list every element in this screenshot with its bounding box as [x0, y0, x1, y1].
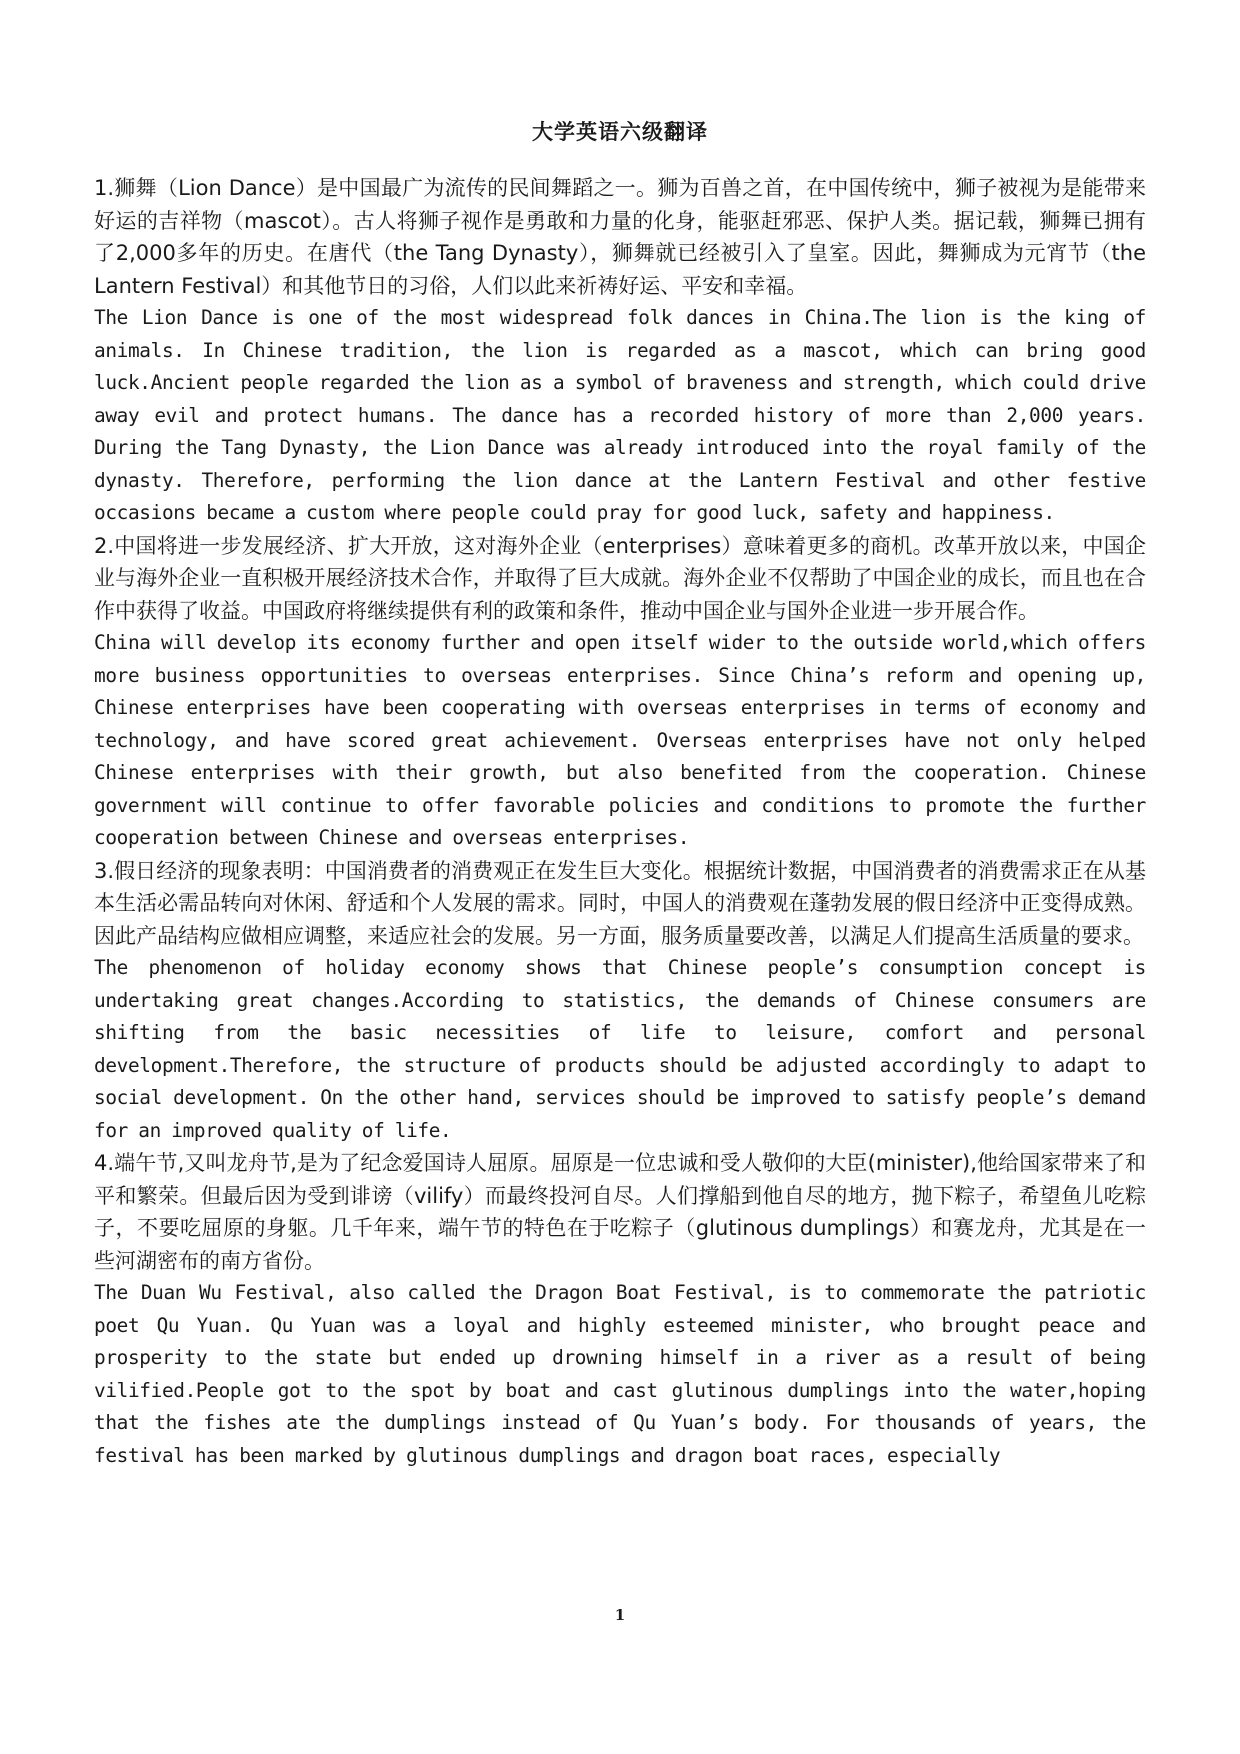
paragraph-4-chinese: 4.端午节,又叫龙舟节,是为了纪念爱国诗人屈原。屈原是一位忠诚和受人敬仰的大臣(minister),他给国家带来了和平和繁荣。但最后因为受到诽谤（vilify）而最终投河自尽。人们撑船到他自尽的地方，抛下粽子，希望鱼儿吃粽子，不要吃屈原的身躯。几千年来，端午节的特色在于吃粽子（glutinous dumplings）和赛龙舟，尤其是在一些河湖密布的南方省份。 [94, 1151, 1146, 1273]
paragraph-3-chinese: 3.假日经济的现象表明：中国消费者的消费观正在发生巨大变化。根据统计数据，中国消费者的消费需求正在从基本生活必需品转向对休闲、舒适和个人发展的需求。同时，中国人的消费观在蓬勃发展的假日经济中正变得成熟。因此产品结构应做相应调整，来适应社会的发展。另一方面，服务质量要改善，以满足人们提高生活质量的要求。 [94, 858, 1146, 948]
paragraph-1-chinese: 1.狮舞（Lion Dance）是中国最广为流传的民间舞蹈之一。狮为百兽之首，在中国传统中，狮子被视为是能带来好运的吉祥物（mascot）。古人将狮子视作是勇敢和力量的化身，能驱赶邪恶、保护人类。据记载，狮舞已拥有了2,000多年的历史。在唐代（the Tang Dynasty），狮舞就已经被引入了皇室。因此，舞狮成为元宵节（the Lantern Festival）和其他节日的习俗，人们以此来祈祷好运、平安和幸福。 [94, 176, 1146, 298]
paragraph-2-english: China will develop its economy further and open itself wider to the outside world,which offers more business opportunities to overseas enterprises. Since China’s reform and opening up, Chinese enterprises have been cooperating with overseas enterprises in terms of economy and technology, and have scored great achievement. Overseas enterprises have not only helped Chinese enterprises with their growth, but also benefited from the cooperation. Chinese government will continue to offer favorable policies and conditions to promote the further cooperation between Chinese and overseas enterprises. [94, 631, 1146, 849]
paragraph-3-english: The phenomenon of holiday economy shows that Chinese people’s consumption concept is undertaking great changes.According to statistics, the demands of Chinese consumers are shifting from the basic necessities of life to leisure, comfort and personal development.Therefore, the structure of products should be adjusted accordingly to adapt to social development. On the other hand, services should be improved to satisfy people’s demand for an improved quality of life. [94, 956, 1146, 1142]
document-title: 大学英语六级翻译 [532, 120, 708, 144]
paragraph-4-english: The Duan Wu Festival, also called the Dragon Boat Festival, is to commemorate the patriotic poet Qu Yuan. Qu Yuan was a loyal and highly esteemed minister, who brought peace and prosperity to the state but ended up drowning himself in a river as a result of being vilified.People got to the spot by boat and cast glutinous dumplings into the water,hoping that the fishes ate the dumplings instead of Qu Yuan’s body. For thousands of years, the festival has been marked by glutinous dumplings and dragon boat races, especially [94, 1281, 1146, 1467]
paragraph-1-english: The Lion Dance is one of the most widespread folk dances in China.The lion is the king of animals. In Chinese tradition, the lion is regarded as a mascot, which can bring good luck.Ancient people regarded the lion as a symbol of braveness and strength, which could drive away evil and protect humans. The dance has a recorded history of more than 2,000 years. During the Tang Dynasty, the Lion Dance was already introduced into the royal family of the dynasty. Therefore, performing the lion dance at the Lantern Festival and other festive occasions became a custom where people could pray for good luck, safety and happiness. [94, 306, 1146, 524]
document-page [94, 118, 1146, 1472]
page-number: 1 [614, 1606, 626, 1624]
paragraph-2-chinese: 2.中国将进一步发展经济、扩大开放，这对海外企业（enterprises）意味着更多的商机。改革开放以来，中国企业与海外企业一直积极开展经济技术合作，并取得了巨大成就。海外企业不仅帮助了中国企业的成长，而且也在合作中获得了收益。中国政府将继续提供有利的政策和条件，推动中国企业与国外企业进一步开展合作。 [94, 533, 1146, 623]
